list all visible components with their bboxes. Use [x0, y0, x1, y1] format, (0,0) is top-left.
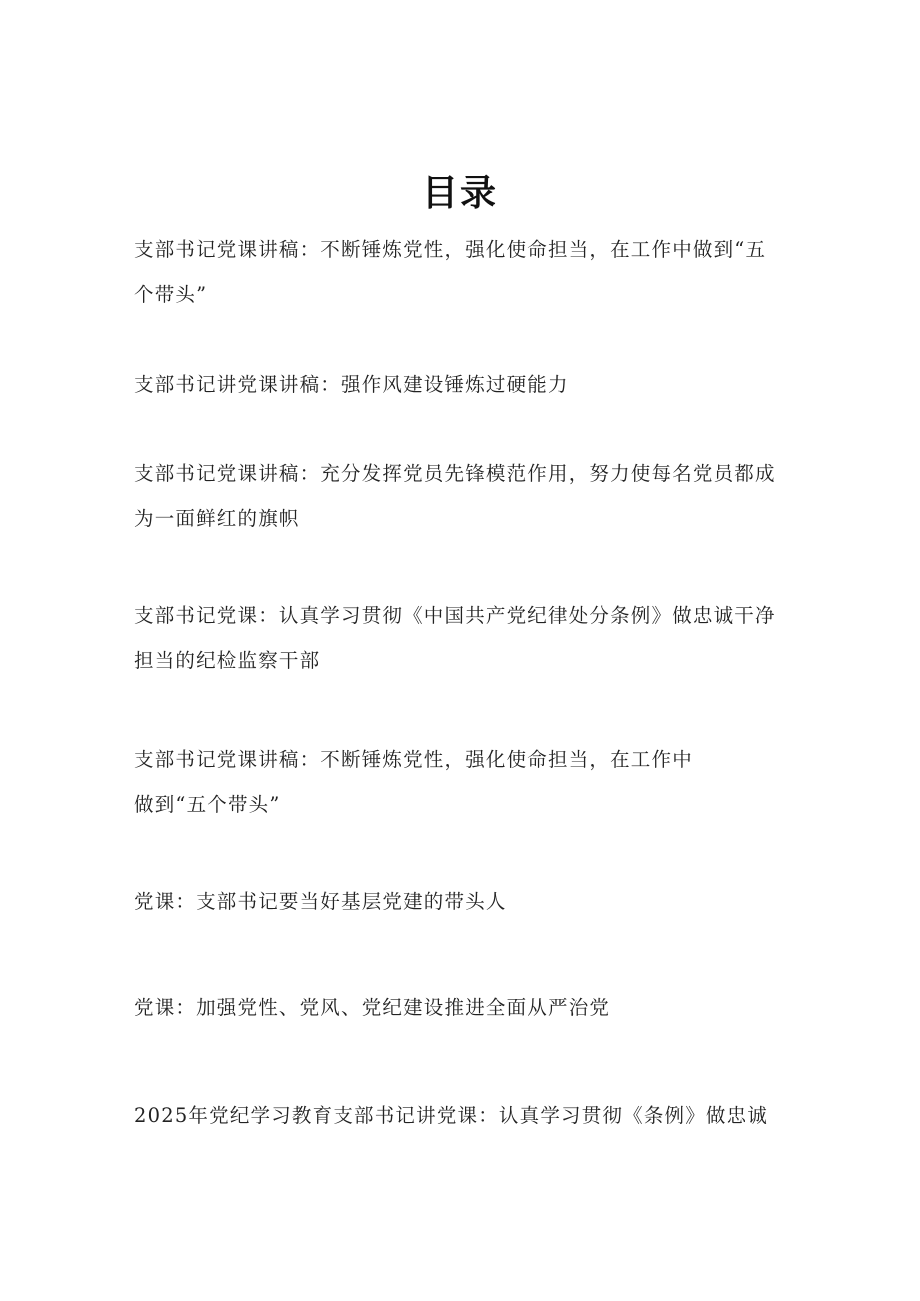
- toc-entry-4: [134, 593, 806, 683]
- toc-entry-7: [134, 985, 806, 1030]
- toc-entry-line: 做到“五个带头”: [134, 793, 281, 816]
- toc-entry-line: 支部书记党课讲稿：充分发挥党员先锋模范作用，努力使每名党员都成: [134, 462, 776, 485]
- toc-entry-line: 支部书记党课讲稿：不断锤炼党性，强化使命担当，在工作中做到“五: [134, 238, 767, 261]
- toc-entry-line: 个带头”: [134, 283, 208, 306]
- toc-entry-line: 党课：加强党性、党风、党纪建设推进全面从严治党: [134, 996, 611, 1019]
- page-title: 目录: [421, 173, 498, 214]
- toc-entry-line: 党课：支部书记要当好基层党建的带头人: [134, 890, 507, 913]
- toc-entry-2: [134, 362, 806, 407]
- toc-entry-line: 2025年党纪学习教育支部书记讲党课：认真学习贯彻《条例》做忠诚: [134, 1104, 769, 1127]
- toc-entry-line: 支部书记党课：认真学习贯彻《中国共产党纪律处分条例》做忠诚干净: [134, 604, 776, 627]
- toc-entry-line: 为一面鲜红的旗帜: [134, 507, 300, 530]
- toc-entry-5: [134, 737, 806, 827]
- toc-entry-6: [134, 879, 806, 924]
- toc-entry-3: [134, 451, 806, 541]
- toc-entry-1: [134, 227, 806, 317]
- toc-entry-line: 担当的纪检监察干部: [134, 649, 321, 672]
- toc-entry-line: 支部书记讲党课讲稿：强作风建设锤炼过硬能力: [134, 373, 569, 396]
- toc-entry-line: 支部书记党课讲稿：不断锤炼党性，强化使命担当，在工作中: [134, 748, 693, 771]
- toc-entry-8: [134, 1093, 806, 1138]
